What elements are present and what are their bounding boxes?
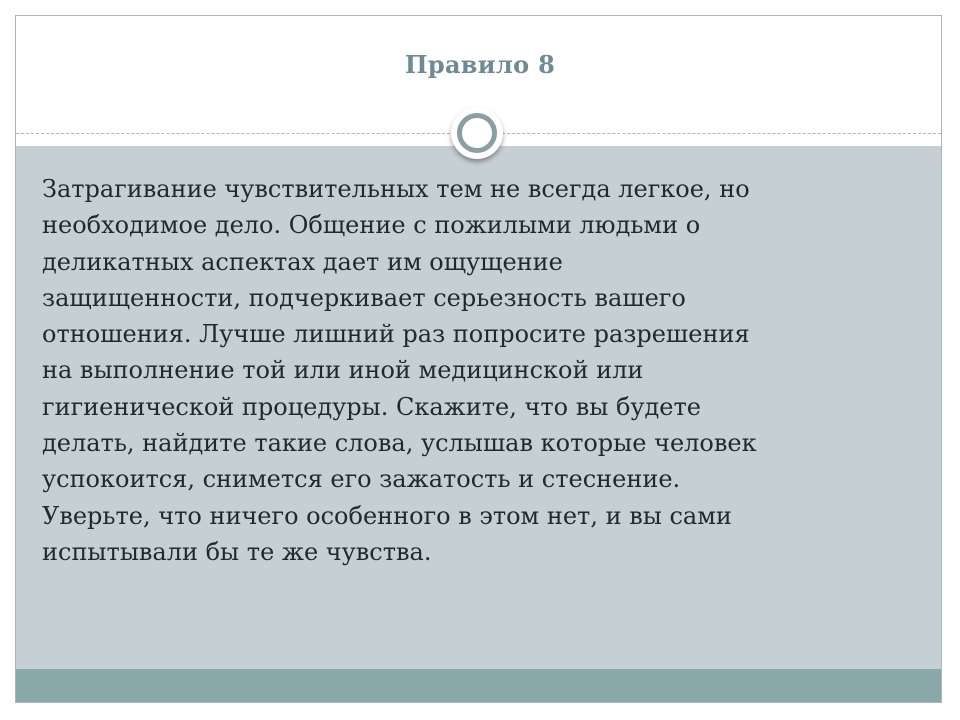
slide-title: Правило 8 — [404, 50, 556, 79]
bottom-bar — [16, 669, 941, 702]
circle-ring-icon — [451, 107, 503, 159]
body-text: Затрагивание чувствительных тем не всегда легкое, но необходимое дело. Общение с пожилыми людьми о деликатных аспектах дает им ощущение защищенности, подчеркивает серьезность вашего отношения. Лучше лишний раз попросите разрешения на выполнение той или иной медицинской или гигиенической процедуры. Скажите, что вы будете делать, найдите такие слова, услышав которые человек успокоится, снимется его зажатость и стеснение. Уверьте, что ничего особенного в этом нет, и вы сами испытывали бы те же чувства. — [42, 175, 757, 566]
